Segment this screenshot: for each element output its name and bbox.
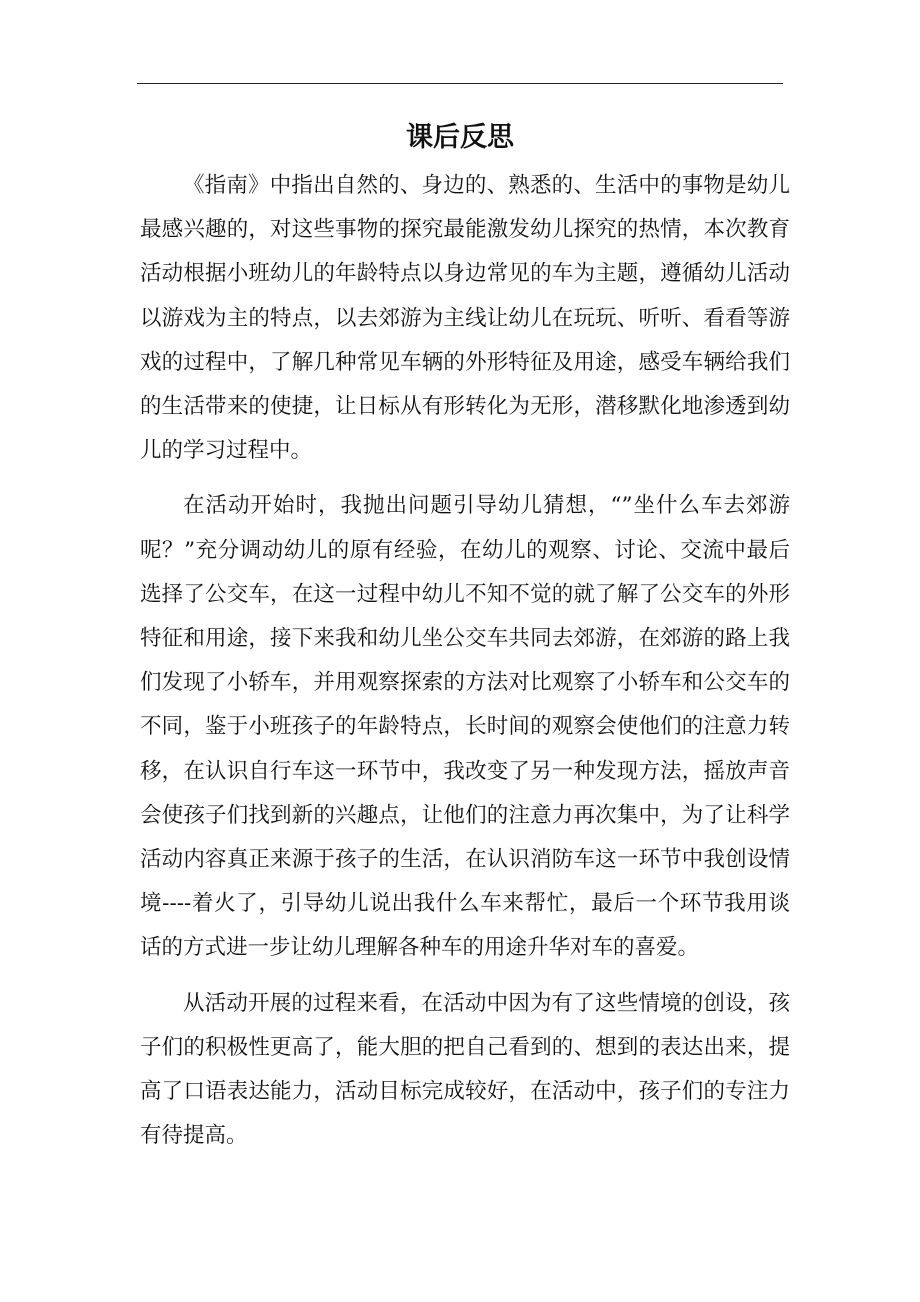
paragraph-3: 从活动开展的过程来看，在活动中因为有了这些情境的创设，孩子们的积极性更高了，能大胆的把自己看到的、想到的表达出来，提高了口语表达能力，活动目标完成较好，在活动中，孩子们的专注力有待提高。: [140, 990, 790, 1149]
header-rule: [137, 83, 783, 84]
document-body: [140, 164, 790, 1158]
page-title: 课后反思: [406, 122, 514, 153]
paragraph-2: 在活动开始时，我抛出问题引导幼儿猜想，“”坐什么车去郊游呢？”充分调动幼儿的原有经验，在幼儿的观察、讨论、交流中最后选择了公交车，在这一过程中幼儿不知不觉的就了解了公交车的外形特征和用途，接下来我和幼儿坐公交车共同去郊游，在郊游的路上我们发现了小轿车，并用观察探索的方法对比观察了小轿车和公交车的不同，鉴于小班孩子的年龄特点，长时间的观察会使他们的注意力转移，在认识自行车这一环节中，我改变了另一种发现方法，摇放声音会使孩子们找到新的兴趣点，让他们的注意力再次集中，为了让科学活动内容真正来源于孩子的生活，在认识消防车这一环节中我创设情境----着火了，引导幼儿说出我什么车来帮忙，最后一个环节我用谈话的方式进一步让幼儿理解各种车的用途升华对车的喜爱。: [140, 493, 790, 961]
paragraph-1: 《指南》中指出自然的、身边的、熟悉的、生活中的事物是幼儿最感兴趣的，对这些事物的探究最能激发幼儿探究的热情，本次教育活动根据小班幼儿的年龄特点以身边常见的车为主题，遵循幼儿活动以游戏为主的特点，以去郊游为主线让幼儿在玩玩、听听、看看等游戏的过程中，了解几种常见车辆的外形特征及用途，感受车辆给我们的生活带来的使捷，让日标从有形转化为无形，潜移默化地渗透到幼儿的学习过程中。: [140, 173, 790, 464]
